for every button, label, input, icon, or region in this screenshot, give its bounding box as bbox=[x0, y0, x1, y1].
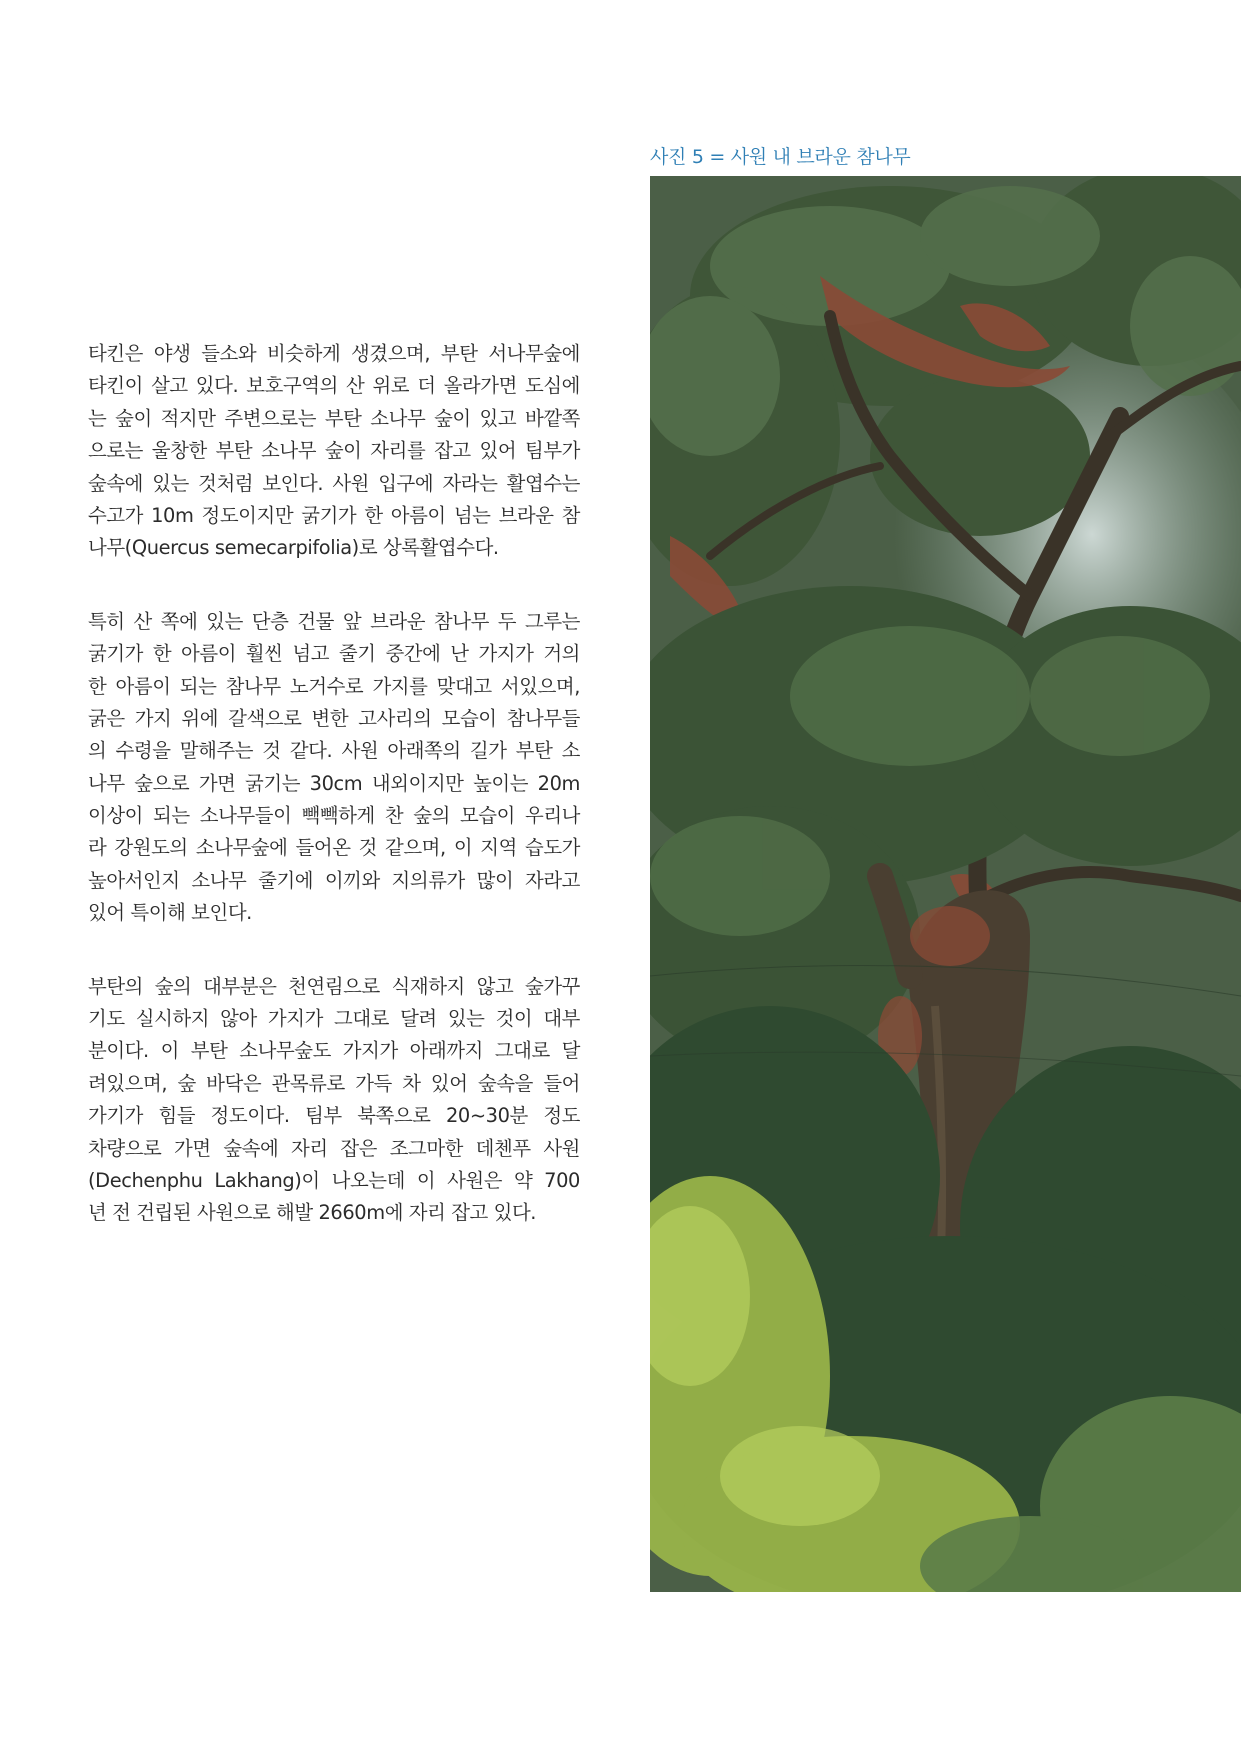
body-text bbox=[88, 338, 580, 1271]
paragraph-1 bbox=[88, 338, 580, 565]
text-line: 이상이 되는 소나무들이 빽빽하게 찬 숲의 모습이 우리나 bbox=[88, 804, 580, 828]
paragraph-2 bbox=[88, 606, 580, 930]
text-line: 수고가 10m 정도이지만 굵기가 한 아름이 넘는 브라운 참 bbox=[88, 503, 580, 527]
text-line: 나무(Quercus semecarpifolia)로 상록활엽수다. bbox=[88, 536, 499, 560]
text-line: 타킨이 살고 있다. 보호구역의 산 위로 더 올라가면 도심에 bbox=[88, 374, 580, 398]
photo-caption: 사진 5 = 사원 내 브라운 참나무 bbox=[650, 146, 911, 168]
text-line: 려있으며, 숲 바닥은 관목류로 가득 차 있어 숲속을 들어 bbox=[88, 1071, 580, 1095]
text-line: 타킨은 야생 들소와 비슷하게 생겼으며, 부탄 서나무숲에 bbox=[88, 342, 580, 365]
text-line: 특히 산 쪽에 있는 단층 건물 앞 브라운 참나무 두 그루는 bbox=[88, 609, 580, 633]
text-line: 기도 실시하지 않아 가지가 그대로 달려 있는 것이 대부 bbox=[88, 1007, 580, 1031]
text-line: 높아서인지 소나무 줄기에 이끼와 지의류가 많이 자라고 bbox=[88, 868, 580, 892]
text-line: 분이다. 이 부탄 소나무숲도 가지가 아래까지 그대로 달 bbox=[88, 1039, 580, 1063]
text-line: 으로는 울창한 부탄 소나무 숲이 자리를 잡고 있어 팀부가 bbox=[88, 439, 580, 463]
paragraph-3 bbox=[88, 971, 580, 1230]
text-line: 숲속에 있는 것처럼 보인다. 사원 입구에 자라는 활엽수는 bbox=[88, 471, 580, 495]
oak-tree-photo bbox=[650, 176, 1241, 1592]
text-line: 라 강원도의 소나무숲에 들어온 것 같으며, 이 지역 습도가 bbox=[88, 836, 580, 860]
text-line: 부탄의 숲의 대부분은 천연림으로 식재하지 않고 숲가꾸 bbox=[88, 974, 580, 998]
text-line: 가기가 힘들 정도이다. 팀부 북쪽으로 20~30분 정도 bbox=[88, 1104, 580, 1128]
text-line: 굵은 가지 위에 갈색으로 변한 고사리의 모습이 참나무들 bbox=[88, 706, 580, 730]
text-line: 년 전 건립된 사원으로 해발 2660m에 자리 잡고 있다. bbox=[88, 1201, 537, 1225]
text-line: 는 숲이 적지만 주변으로는 부탄 소나무 숲이 있고 바깥쪽 bbox=[88, 406, 580, 430]
text-line: 의 수령을 말해주는 것 같다. 사원 아래쪽의 길가 부탄 소 bbox=[88, 739, 580, 763]
text-line: 차량으로 가면 숲속에 자리 잡은 조그마한 데첸푸 사원 bbox=[88, 1136, 580, 1160]
text-line: 굵기가 한 아름이 훨씬 넘고 줄기 중간에 난 가지가 거의 bbox=[88, 642, 580, 666]
text-line: 나무 숲으로 가면 굵기는 30cm 내외이지만 높이는 20m bbox=[88, 771, 580, 795]
text-line: 있어 특이해 보인다. bbox=[88, 901, 252, 925]
text-line: (Dechenphu Lakhang)이 나오는데 이 사원은 약 700 bbox=[88, 1168, 580, 1192]
text-line: 한 아름이 되는 참나무 노거수로 가지를 맞대고 서있으며, bbox=[88, 674, 580, 698]
